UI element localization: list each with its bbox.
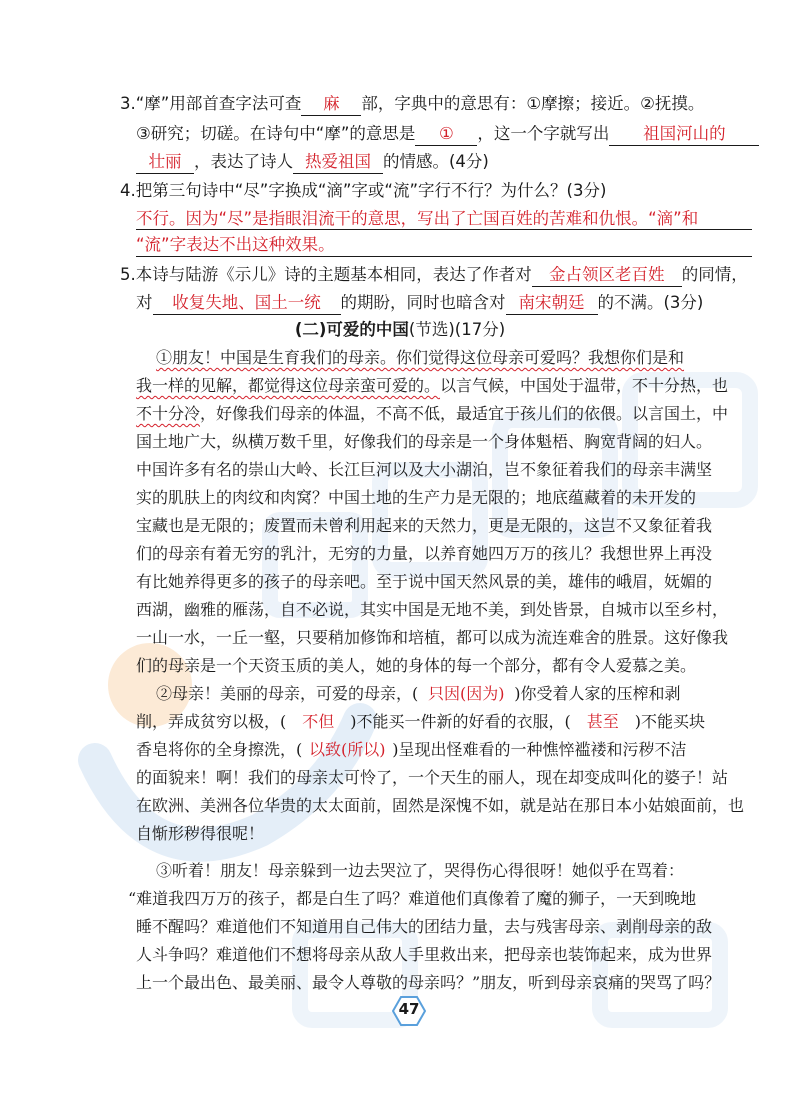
para1-line-11: 一山一水，一丘一壑，只要稍加修饰和培植，都可以成为流连难舍的胜景。这好像我 xyxy=(136,628,729,647)
q3-line1-text-b: 部，字典中的意思有：①摩擦；接近。②抚摸。 xyxy=(361,94,705,113)
q4-question: 4.把第三句诗中“尽”字换成“滴”字或“流”字行不行？为什么？(3分) xyxy=(120,181,607,200)
q5-line2-text-c: 的不满。(3分) xyxy=(597,293,704,312)
section-subtitle: (节选)(17分) xyxy=(408,320,506,339)
para1-line-3-rest: ，好像我们母亲的体温，不高不低，最适宜于孩儿们的依偎。以言国土，中 xyxy=(200,404,729,423)
q3-answer-feeling: 热爱祖国 xyxy=(293,151,383,174)
para3-line-5: 上一个最出色、最美丽、最令人尊敬的母亲吗？”朋友，听到母亲哀痛的哭骂了吗？ xyxy=(136,973,721,992)
q4-answer-line-2: “流”字表达不出这种效果。 xyxy=(136,235,335,254)
q3-answer-scene-2: 壮丽 xyxy=(136,151,194,174)
para2-line-2-b: 不能买一件新的好看的衣服， xyxy=(356,712,565,731)
para2-blank-2: 不但 xyxy=(302,712,335,731)
q3-answer-radical: 麻 xyxy=(301,93,361,116)
q5-line2-text-b: 的期盼，同时也暗含对 xyxy=(340,293,506,312)
para2-line-2-a: 削，弄成贫穷以极， xyxy=(136,712,281,731)
para3-line-3: 睡不醒吗？难道他们不知道用自己伟大的团结力量，去与残害母亲、剥削母亲的敌 xyxy=(136,917,713,936)
q3-line1-text-a: 3.“摩”用部首查字法可查 xyxy=(120,94,302,113)
para1-line-9: 有比她养得更多的孩子的母亲吧。至于说中国天然风景的美，雄伟的峨眉，妩媚的 xyxy=(136,572,713,591)
q5-line1-text-a: 5.本诗与陆游《示儿》诗的主题基本相同，表达了作者对 xyxy=(120,265,532,284)
para2-line-4: 的面貌来！啊！我们的母亲太可怜了，一个天生的丽人，现在却变成叫化的婆子！站 xyxy=(136,768,729,787)
para1-line-3-underlined: 不十分冷 xyxy=(136,404,201,423)
para2-blank-1: 只因(因为) xyxy=(428,684,505,703)
para2-line-2-c: 不能买块 xyxy=(641,712,706,731)
q3-line3-text-b: 的情感。(4分) xyxy=(383,152,489,171)
para1-line-12: 们的母亲是一个天资玉质的美人，她的身体的每一个部分，都有令人爱慕之美。 xyxy=(136,656,697,675)
q4-answer-line-1: 不行。因为“尽”是指眼泪流干的意思，写出了亡国百姓的苦难和仇恨。“滴”和 xyxy=(136,209,699,228)
q3-line3-text-a: ，表达了诗人 xyxy=(194,152,293,171)
para2-line-1-b: 你受着人家的压榨和剥 xyxy=(520,684,681,703)
q5-answer-people: 金占领区老百姓 xyxy=(532,264,682,287)
para2-line-3-a: 香皂将你的全身擦洗， xyxy=(136,740,297,759)
page-number: 47 xyxy=(398,1000,420,1018)
q4-answer-rule-2 xyxy=(136,256,752,257)
q5-answer-court: 南宋朝廷 xyxy=(506,292,598,315)
q3-line2-text-b: ，这一个字就写出 xyxy=(477,124,610,143)
para2-blank-3: 甚至 xyxy=(586,712,619,731)
q3-line2-text-a: ③研究；切磋。在诗句中“摩”的意思是 xyxy=(136,124,416,143)
para3-line-1: ③听着！朋友！母亲躲到一边去哭泣了，哭得伤心得很呀！她似乎在骂着： xyxy=(156,861,685,880)
q3-answer-meaning: ① xyxy=(415,123,477,146)
workbook-page: 3.“摩”用部首查字法可查 麻 部，字典中的意思有：①摩擦；接近。②抚摸。 ③研究；切磋。在诗句中“摩”的意思是 ① ，这一个字就写出 祖国河山的 壮丽 ，表达了诗人 热爱祖国 的情感。(4分) 4.把第三句诗中“尽”字换成“滴”字或“流”字行不行？为什么？(3分) 不行。因为“尽”是指眼泪流干的意思，写出了亡国百姓的苦难和仇恨。“滴”和 “流”字表达不出这种效果。 5.本诗与陆游《示儿》诗的主题基本相同，表达了作者对 金占领区老百姓 的同情， 对 收复失地、国土一统 的期盼，同时也暗含对 南宋朝廷 的不满。(3分) (二)可爱的中国(节选)(17分) ①朋友！中国是生育我们的母亲。你们觉得这位母亲可爱吗？我想你们是和 我一样的见解，都觉得这位母亲蛮可爱的。以言气候，中国处于温带，不十分热，也 不十分冷，好像我们母亲的体温，不高不低，最适宜于孩儿们的依偎。以言国土，中 国土地广大，纵横万数千里，好像我们的母亲是一个身体魁梧、胸宽背阔的妇人。 中国许多有名的崇山大岭、长江巨河以及大小湖泊，岂不象征着我们的母亲丰满坚 实的肌肤上的肉纹和肉窝？中国土地的生产力是无限的；地底蕴藏着的未开发的 宝藏也是无限的；废置而未曾利用起来的天然力，更是无限的，这岂不又象征着我 们的母亲有着无穷的乳汁，无穷的力量，以养育她四万万的孩儿？我想世界上再没 有比她养得更多的孩子的母亲吧。至于说中国天然风景的美，雄伟的峨眉，妩媚的 西湖，幽雅的雁荡，自不必说，其实中国是无地不美，到处皆景，自城市以至乡村， 一山一水，一丘一壑，只要稍加修饰和培植，都可以成为流连难舍的胜景。这好像我 们的母亲是一个天资玉质的美人，她的身体的每一个部分，都有令人爱慕之美。 ②母亲！美丽的母亲，可爱的母亲，( 只因(因为) )你受着人家的压榨和剥 削，弄成贫穷以极，( 不但 )不能买一件新的好看的衣服，( 甚至 )不能买块 香皂将你的全身擦洗，( 以致(所以) )呈现出怪难看的一种憔悴褴褛和污秽不洁 的面貌来！啊！我们的母亲太可怜了，一个天生的丽人，现在却变成叫化的婆子！站 在欧洲、美洲各位华贵的太太面前，固然是深愧不如，就是站在那日本小姑娘面前，也 自惭形秽得很呢！ ③听着！朋友！母亲躲到一边去哭泣了，哭得伤心得很呀！她似乎在骂着： “难道我四万万的孩子，都是白生了吗？难道他们真像着了魔的狮子，一天到晚地 睡不醒吗？难道他们不知道用自己伟大的团结力量，去与残害母亲、剥削母亲的敌 人斗争吗？难道他们不想将母亲从敌人手里救出来，把母亲也装饰起来，成为世界 上一个最出色、最美丽、最令人尊敬的母亲吗？”朋友，听到母亲哀痛的哭骂了吗？ 47 xyxy=(0,0,800,1093)
para1-line-2-rest: 以言气候，中国处于温带，不十分热，也 xyxy=(440,376,729,395)
q3-answer-scene-1: 祖国河山的 xyxy=(609,123,759,146)
q4-answer-rule-1 xyxy=(136,229,752,230)
para1-line-10: 西湖，幽雅的雁荡，自不必说，其实中国是无地不美，到处皆景，自城市以至乡村， xyxy=(136,600,729,619)
section-title: (二)可爱的中国 xyxy=(294,320,409,339)
q5-line2-text-a: 对 xyxy=(136,293,153,312)
para2-line-3-b: 呈现出怪难看的一种憔悴褴褛和污秽不洁 xyxy=(398,740,687,759)
para1-line-2-underlined: 我一样的见解，都觉得这位母亲蛮可爱的。 xyxy=(136,376,441,395)
para1-line-7: 宝藏也是无限的；废置而未曾利用起来的天然力，更是无限的，这岂不又象征着我 xyxy=(136,516,713,535)
para2-line-6: 自惭形秽得很呢！ xyxy=(136,824,265,843)
para3-line-2: “难道我四万万的孩子，都是白生了吗？难道他们真像着了魔的狮子，一天到晚地 xyxy=(128,889,697,908)
q5-answer-hope: 收复失地、国土一统 xyxy=(153,292,341,315)
para1-line-1: ①朋友！中国是生育我们的母亲。你们觉得这位母亲可爱吗？我想你们是和 xyxy=(156,348,685,367)
para1-line-5: 中国许多有名的崇山大岭、长江巨河以及大小湖泊，岂不象征着我们的母亲丰满坚 xyxy=(136,460,713,479)
para2-blank-4: 以致(所以) xyxy=(309,740,386,759)
page-number-badge xyxy=(392,996,426,1026)
para1-line-6: 实的肌肤上的肉纹和肉窝？中国土地的生产力是无限的；地底蕴藏着的未开发的 xyxy=(136,488,697,507)
para1-line-8: 们的母亲有着无穷的乳汁，无穷的力量，以养育她四万万的孩儿？我想世界上再没 xyxy=(136,544,713,563)
para2-line-5: 在欧洲、美洲各位华贵的太太面前，固然是深愧不如，就是站在那日本小姑娘面前，也 xyxy=(136,796,745,815)
q5-line1-text-b: 的同情， xyxy=(681,265,748,284)
para1-line-4: 国土地广大，纵横万数千里，好像我们的母亲是一个身体魁梧、胸宽背阔的妇人。 xyxy=(136,432,713,451)
para3-line-4: 人斗争吗？难道他们不想将母亲从敌人手里救出来，把母亲也装饰起来，成为世界 xyxy=(136,945,713,964)
para2-line-1-a: ②母亲！美丽的母亲，可爱的母亲， xyxy=(156,684,413,703)
